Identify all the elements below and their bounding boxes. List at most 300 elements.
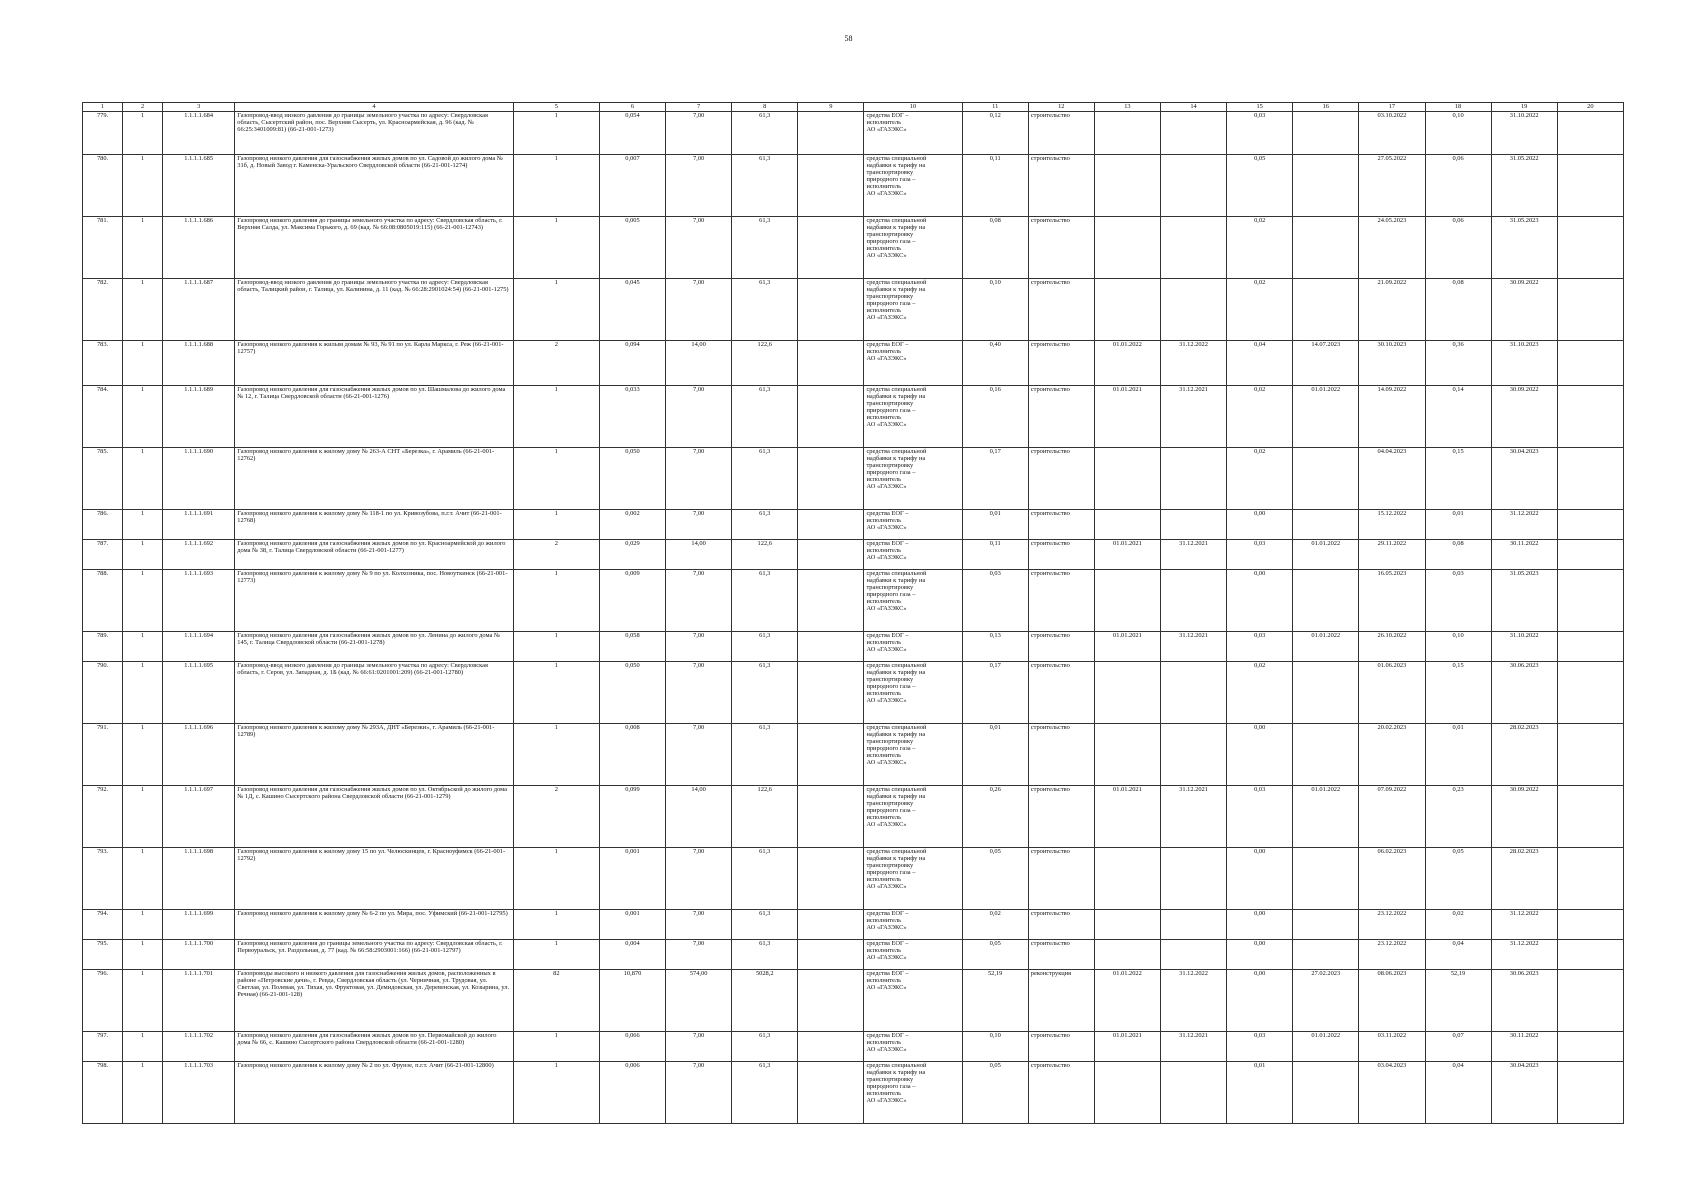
col20-cell: [1557, 540, 1623, 570]
stage-cell: 1: [123, 848, 163, 910]
construction-end-cell: 29.11.2022: [1359, 540, 1425, 570]
col-header: 17: [1359, 103, 1425, 112]
construction-end-cell: 20.02.2023: [1359, 724, 1425, 786]
construction-start-cell: [1293, 155, 1359, 217]
design-cost-cell: 0,02: [1227, 217, 1293, 279]
count-cell: 1: [513, 1032, 599, 1062]
project-code-cell: 1.1.1.1.693: [163, 570, 235, 632]
cost-cell: 0,10: [962, 279, 1028, 341]
funding-source-cell: средства ЕОГ – исполнитель АО «ГАЗЭКС»: [864, 112, 962, 155]
table-row: [83, 217, 1624, 279]
diameter-cell: 7,00: [666, 570, 732, 632]
diameter-cell: 7,00: [666, 940, 732, 970]
construction-start-cell: 01.01.2022: [1293, 1032, 1359, 1062]
col9-cell: [798, 662, 864, 724]
col20-cell: [1557, 1032, 1623, 1062]
capacity-cell: 61,3: [732, 662, 798, 724]
col9-cell: [798, 940, 864, 970]
construction-cost-cell: 0,04: [1425, 940, 1491, 970]
count-cell: 1: [513, 217, 599, 279]
work-type-cell: строительство: [1028, 155, 1094, 217]
design-start-cell: [1094, 724, 1160, 786]
diameter-cell: 7,00: [666, 448, 732, 510]
capacity-cell: 5028,2: [732, 970, 798, 1032]
construction-start-cell: 01.01.2022: [1293, 540, 1359, 570]
stage-cell: 1: [123, 970, 163, 1032]
construction-start-cell: [1293, 112, 1359, 155]
col-header: 10: [864, 103, 962, 112]
project-code-cell: 1.1.1.1.687: [163, 279, 235, 341]
design-cost-cell: 0,03: [1227, 632, 1293, 662]
funding-source-cell: средства специальной надбавки к тарифу на транспортировку природного газа – исполнитель АО «ГАЗЭКС»: [864, 662, 962, 724]
col20-cell: [1557, 910, 1623, 940]
design-cost-cell: 0,04: [1227, 341, 1293, 386]
commissioning-date-cell: 30.11.2022: [1491, 1032, 1557, 1062]
col9-cell: [798, 155, 864, 217]
stage-cell: 1: [123, 1032, 163, 1062]
construction-start-cell: [1293, 910, 1359, 940]
project-code-cell: 1.1.1.1.700: [163, 940, 235, 970]
design-start-cell: [1094, 155, 1160, 217]
construction-start-cell: 14.07.2023: [1293, 341, 1359, 386]
design-end-cell: [1161, 217, 1227, 279]
design-start-cell: [1094, 448, 1160, 510]
cost-cell: 0,05: [962, 848, 1028, 910]
table-row: [83, 910, 1624, 940]
construction-cost-cell: 0,10: [1425, 632, 1491, 662]
construction-end-cell: 30.10.2023: [1359, 341, 1425, 386]
construction-cost-cell: 0,06: [1425, 217, 1491, 279]
table-row: [83, 341, 1624, 386]
length-cell: 0,008: [599, 724, 665, 786]
commissioning-date-cell: 30.06.2023: [1491, 970, 1557, 1032]
commissioning-date-cell: 31.12.2022: [1491, 910, 1557, 940]
work-type-cell: строительство: [1028, 662, 1094, 724]
capacity-cell: 61,3: [732, 940, 798, 970]
project-code-cell: 1.1.1.1.699: [163, 910, 235, 940]
design-cost-cell: 0,02: [1227, 662, 1293, 724]
col-header: 12: [1028, 103, 1094, 112]
col20-cell: [1557, 970, 1623, 1032]
table-row: [83, 1032, 1624, 1062]
commissioning-date-cell: 31.10.2022: [1491, 112, 1557, 155]
stage-cell: 1: [123, 448, 163, 510]
col-header: 2: [123, 103, 163, 112]
capacity-cell: 61,3: [732, 570, 798, 632]
diameter-cell: 7,00: [666, 386, 732, 448]
col9-cell: [798, 848, 864, 910]
diameter-cell: 7,00: [666, 279, 732, 341]
work-type-cell: строительство: [1028, 386, 1094, 448]
row-number-cell: 779.: [83, 112, 123, 155]
work-type-cell: строительство: [1028, 1032, 1094, 1062]
project-description-cell: Газопровод низкого давления к жилым домам № 93, № 91 по ул. Карла Маркса, г. Реж (66-21-001-12757): [235, 341, 514, 386]
commissioning-date-cell: 30.04.2023: [1491, 448, 1557, 510]
construction-cost-cell: 0,01: [1425, 724, 1491, 786]
construction-end-cell: 08.06.2023: [1359, 970, 1425, 1032]
funding-source-cell: средства специальной надбавки к тарифу на транспортировку природного газа – исполнитель АО «ГАЗЭКС»: [864, 386, 962, 448]
capacity-cell: 61,3: [732, 386, 798, 448]
diameter-cell: 7,00: [666, 112, 732, 155]
col-header: 8: [732, 103, 798, 112]
capacity-cell: 61,3: [732, 1032, 798, 1062]
row-number-cell: 786.: [83, 510, 123, 540]
col9-cell: [798, 217, 864, 279]
work-type-cell: строительство: [1028, 279, 1094, 341]
length-cell: 0,029: [599, 540, 665, 570]
funding-source-cell: средства ЕОГ – исполнитель АО «ГАЗЭКС»: [864, 540, 962, 570]
design-start-cell: 01.01.2022: [1094, 341, 1160, 386]
construction-end-cell: 26.10.2022: [1359, 632, 1425, 662]
stage-cell: 1: [123, 662, 163, 724]
stage-cell: 1: [123, 540, 163, 570]
design-start-cell: [1094, 910, 1160, 940]
diameter-cell: 7,00: [666, 217, 732, 279]
col20-cell: [1557, 1062, 1623, 1124]
length-cell: 0,099: [599, 786, 665, 848]
project-description-cell: Газопровод низкого давления до границы земельного участка по адресу: Свердловская область, г. Первоуральск, ул. Раздольная, д. 77 (кад. № 66:58:2903001:166) (66-21-001-12797): [235, 940, 514, 970]
diameter-cell: 14,00: [666, 786, 732, 848]
cost-cell: 0,11: [962, 540, 1028, 570]
project-description-cell: Газопровод низкого давления к жилому дому 15 по ул. Челюскинцев, г. Красноуфимск (66-21-001-12792): [235, 848, 514, 910]
design-end-cell: [1161, 279, 1227, 341]
col-header: 6: [599, 103, 665, 112]
count-cell: 2: [513, 540, 599, 570]
construction-start-cell: [1293, 448, 1359, 510]
construction-cost-cell: 0,04: [1425, 1062, 1491, 1124]
diameter-cell: 7,00: [666, 724, 732, 786]
funding-source-cell: средства ЕОГ – исполнитель АО «ГАЗЭКС»: [864, 341, 962, 386]
project-code-cell: 1.1.1.1.698: [163, 848, 235, 910]
design-start-cell: [1094, 848, 1160, 910]
construction-end-cell: 06.02.2023: [1359, 848, 1425, 910]
commissioning-date-cell: 28.02.2023: [1491, 848, 1557, 910]
col20-cell: [1557, 570, 1623, 632]
stage-cell: 1: [123, 217, 163, 279]
construction-cost-cell: 0,05: [1425, 848, 1491, 910]
col9-cell: [798, 540, 864, 570]
count-cell: 1: [513, 386, 599, 448]
construction-start-cell: [1293, 1062, 1359, 1124]
project-description-cell: Газопровод низкого давления до границы земельного участка по адресу: Свердловская область, г. Верхняя Салда, ул. Максима Горького, д. 69 (кад. № 66:08:0805019:115) (66-21-001-12743): [235, 217, 514, 279]
project-code-cell: 1.1.1.1.701: [163, 970, 235, 1032]
design-end-cell: [1161, 1062, 1227, 1124]
funding-source-cell: средства специальной надбавки к тарифу на транспортировку природного газа – исполнитель АО «ГАЗЭКС»: [864, 448, 962, 510]
design-end-cell: [1161, 510, 1227, 540]
cost-cell: 0,26: [962, 786, 1028, 848]
count-cell: 1: [513, 448, 599, 510]
count-cell: 1: [513, 112, 599, 155]
commissioning-date-cell: 31.12.2022: [1491, 510, 1557, 540]
capacity-cell: 61,3: [732, 448, 798, 510]
col20-cell: [1557, 632, 1623, 662]
length-cell: 0,001: [599, 848, 665, 910]
length-cell: 0,045: [599, 279, 665, 341]
design-cost-cell: 0,00: [1227, 724, 1293, 786]
construction-cost-cell: 0,01: [1425, 510, 1491, 540]
design-end-cell: [1161, 940, 1227, 970]
design-start-cell: [1094, 112, 1160, 155]
design-start-cell: [1094, 1062, 1160, 1124]
cost-cell: 0,16: [962, 386, 1028, 448]
construction-start-cell: [1293, 940, 1359, 970]
design-start-cell: [1094, 940, 1160, 970]
construction-end-cell: 07.09.2022: [1359, 786, 1425, 848]
capacity-cell: 61,3: [732, 217, 798, 279]
cost-cell: 0,01: [962, 510, 1028, 540]
col-header: 19: [1491, 103, 1557, 112]
construction-end-cell: 14.09.2022: [1359, 386, 1425, 448]
construction-end-cell: 27.05.2022: [1359, 155, 1425, 217]
project-description-cell: Газопровод низкого давления для газоснабжения жилых домов по ул. Шашмалова до жилого дома № 12, г. Талица Свердловской области (66-21-001-1276): [235, 386, 514, 448]
table-row: [83, 112, 1624, 155]
design-end-cell: [1161, 570, 1227, 632]
length-cell: 0,006: [599, 1062, 665, 1124]
col9-cell: [798, 510, 864, 540]
col-header: 9: [798, 103, 864, 112]
work-type-cell: строительство: [1028, 848, 1094, 910]
construction-end-cell: 15.12.2022: [1359, 510, 1425, 540]
stage-cell: 1: [123, 632, 163, 662]
design-start-cell: [1094, 279, 1160, 341]
project-code-cell: 1.1.1.1.702: [163, 1032, 235, 1062]
capacity-cell: 61,3: [732, 155, 798, 217]
construction-start-cell: [1293, 724, 1359, 786]
length-cell: 0,050: [599, 448, 665, 510]
design-cost-cell: 0,00: [1227, 570, 1293, 632]
design-end-cell: [1161, 155, 1227, 217]
row-number-cell: 798.: [83, 1062, 123, 1124]
commissioning-date-cell: 30.11.2022: [1491, 540, 1557, 570]
table-row: [83, 279, 1624, 341]
diameter-cell: 14,00: [666, 341, 732, 386]
work-type-cell: строительство: [1028, 217, 1094, 279]
design-end-cell: 31.12.2021: [1161, 386, 1227, 448]
work-type-cell: строительство: [1028, 112, 1094, 155]
table-row: [83, 570, 1624, 632]
col9-cell: [798, 910, 864, 940]
col-header: 11: [962, 103, 1028, 112]
count-cell: 2: [513, 341, 599, 386]
row-number-cell: 787.: [83, 540, 123, 570]
col9-cell: [798, 448, 864, 510]
length-cell: 0,058: [599, 632, 665, 662]
col9-cell: [798, 570, 864, 632]
col20-cell: [1557, 940, 1623, 970]
length-cell: 0,009: [599, 570, 665, 632]
construction-cost-cell: 0,03: [1425, 570, 1491, 632]
col20-cell: [1557, 155, 1623, 217]
col20-cell: [1557, 662, 1623, 724]
col20-cell: [1557, 112, 1623, 155]
construction-start-cell: [1293, 570, 1359, 632]
commissioning-date-cell: 31.12.2022: [1491, 940, 1557, 970]
col9-cell: [798, 970, 864, 1032]
cost-cell: 0,05: [962, 1062, 1028, 1124]
cost-cell: 0,02: [962, 910, 1028, 940]
cost-cell: 0,05: [962, 940, 1028, 970]
project-code-cell: 1.1.1.1.694: [163, 632, 235, 662]
funding-source-cell: средства ЕОГ – исполнитель АО «ГАЗЭКС»: [864, 1032, 962, 1062]
row-number-cell: 784.: [83, 386, 123, 448]
commissioning-date-cell: 30.09.2022: [1491, 279, 1557, 341]
col20-cell: [1557, 448, 1623, 510]
row-number-cell: 789.: [83, 632, 123, 662]
stage-cell: 1: [123, 386, 163, 448]
col-header: 18: [1425, 103, 1491, 112]
col20-cell: [1557, 510, 1623, 540]
work-type-cell: строительство: [1028, 1062, 1094, 1124]
work-type-cell: строительство: [1028, 570, 1094, 632]
work-type-cell: строительство: [1028, 341, 1094, 386]
count-cell: 1: [513, 570, 599, 632]
work-type-cell: строительство: [1028, 540, 1094, 570]
design-cost-cell: 0,00: [1227, 848, 1293, 910]
cost-cell: 0,10: [962, 1032, 1028, 1062]
project-description-cell: Газопровод низкого давления для газоснабжения жилых домов по ул. Ленина до жилого дома № 145, г. Талица Свердловской области (66-21-001-1278): [235, 632, 514, 662]
col9-cell: [798, 279, 864, 341]
project-code-cell: 1.1.1.1.691: [163, 510, 235, 540]
construction-end-cell: 24.05.2023: [1359, 217, 1425, 279]
funding-source-cell: средства ЕОГ – исполнитель АО «ГАЗЭКС»: [864, 910, 962, 940]
col20-cell: [1557, 724, 1623, 786]
col9-cell: [798, 1062, 864, 1124]
design-cost-cell: 0,00: [1227, 910, 1293, 940]
cost-cell: 0,17: [962, 448, 1028, 510]
work-type-cell: строительство: [1028, 940, 1094, 970]
construction-cost-cell: 0,23: [1425, 786, 1491, 848]
table-row: [83, 970, 1624, 1032]
commissioning-date-cell: 30.04.2023: [1491, 1062, 1557, 1124]
construction-cost-cell: 0,15: [1425, 662, 1491, 724]
length-cell: 0,033: [599, 386, 665, 448]
table-row: [83, 848, 1624, 910]
count-cell: 1: [513, 1062, 599, 1124]
capacity-cell: 122,6: [732, 540, 798, 570]
count-cell: 82: [513, 970, 599, 1032]
col-header: 15: [1227, 103, 1293, 112]
diameter-cell: 7,00: [666, 910, 732, 940]
stage-cell: 1: [123, 786, 163, 848]
commissioning-date-cell: 31.05.2023: [1491, 570, 1557, 632]
design-start-cell: [1094, 662, 1160, 724]
capacity-cell: 122,6: [732, 786, 798, 848]
design-end-cell: 31.12.2021: [1161, 540, 1227, 570]
table-row: [83, 1062, 1624, 1124]
row-number-cell: 783.: [83, 341, 123, 386]
funding-source-cell: средства специальной надбавки к тарифу на транспортировку природного газа – исполнитель АО «ГАЗЭКС»: [864, 217, 962, 279]
project-code-cell: 1.1.1.1.686: [163, 217, 235, 279]
length-cell: 0,094: [599, 341, 665, 386]
col20-cell: [1557, 786, 1623, 848]
work-type-cell: строительство: [1028, 910, 1094, 940]
table-row: [83, 632, 1624, 662]
construction-start-cell: [1293, 848, 1359, 910]
project-description-cell: Газопровод-ввод низкого давления до границы земельного участка по адресу: Свердловская область, Талицкий район, г. Талица, ул. Калинина, д. 11 (кад. № 66:28:2901024:54) (66-21-001-1275): [235, 279, 514, 341]
col-header: 20: [1557, 103, 1623, 112]
construction-end-cell: 16.05.2023: [1359, 570, 1425, 632]
stage-cell: 1: [123, 1062, 163, 1124]
capacity-cell: 61,3: [732, 510, 798, 540]
col9-cell: [798, 386, 864, 448]
row-number-cell: 791.: [83, 724, 123, 786]
length-cell: 10,870: [599, 970, 665, 1032]
col-header: 1: [83, 103, 123, 112]
funding-source-cell: средства специальной надбавки к тарифу на транспортировку природного газа – исполнитель АО «ГАЗЭКС»: [864, 1062, 962, 1124]
construction-end-cell: 01.06.2023: [1359, 662, 1425, 724]
length-cell: 0,005: [599, 217, 665, 279]
row-number-cell: 780.: [83, 155, 123, 217]
count-cell: 1: [513, 662, 599, 724]
work-type-cell: строительство: [1028, 448, 1094, 510]
table-row: [83, 448, 1624, 510]
project-description-cell: Газопровод низкого давления для газоснабжения жилых домов по ул. Октябрьской до жилого дома № 1Д, с. Кашино Сысертского района Свердловской области (66-21-001-1279): [235, 786, 514, 848]
row-number-cell: 794.: [83, 910, 123, 940]
col9-cell: [798, 724, 864, 786]
project-code-cell: 1.1.1.1.696: [163, 724, 235, 786]
design-cost-cell: 0,03: [1227, 112, 1293, 155]
design-cost-cell: 0,03: [1227, 786, 1293, 848]
construction-cost-cell: 0,06: [1425, 155, 1491, 217]
design-start-cell: [1094, 217, 1160, 279]
project-description-cell: Газопровод низкого давления к жилому дому № 293А, ДНТ «Березки», г. Арамиль (66-21-001-12789): [235, 724, 514, 786]
design-start-cell: 01.01.2021: [1094, 786, 1160, 848]
investment-program-table: [82, 102, 1624, 1124]
stage-cell: 1: [123, 510, 163, 540]
construction-start-cell: 01.01.2022: [1293, 386, 1359, 448]
construction-cost-cell: 0,08: [1425, 540, 1491, 570]
count-cell: 2: [513, 786, 599, 848]
length-cell: 0,001: [599, 910, 665, 940]
col20-cell: [1557, 217, 1623, 279]
stage-cell: 1: [123, 279, 163, 341]
project-code-cell: 1.1.1.1.692: [163, 540, 235, 570]
construction-cost-cell: 0,14: [1425, 386, 1491, 448]
construction-start-cell: 27.02.2023: [1293, 970, 1359, 1032]
diameter-cell: 7,00: [666, 510, 732, 540]
table-row: [83, 386, 1624, 448]
construction-cost-cell: 0,07: [1425, 1032, 1491, 1062]
design-end-cell: 31.12.2021: [1161, 786, 1227, 848]
col-header: 3: [163, 103, 235, 112]
construction-end-cell: 03.11.2022: [1359, 1032, 1425, 1062]
project-code-cell: 1.1.1.1.685: [163, 155, 235, 217]
project-code-cell: 1.1.1.1.690: [163, 448, 235, 510]
col9-cell: [798, 112, 864, 155]
row-number-cell: 785.: [83, 448, 123, 510]
design-end-cell: [1161, 910, 1227, 940]
funding-source-cell: средства ЕОГ – исполнитель АО «ГАЗЭКС»: [864, 940, 962, 970]
project-code-cell: 1.1.1.1.684: [163, 112, 235, 155]
row-number-cell: 790.: [83, 662, 123, 724]
design-end-cell: [1161, 112, 1227, 155]
construction-cost-cell: 0,08: [1425, 279, 1491, 341]
construction-end-cell: 21.09.2022: [1359, 279, 1425, 341]
design-start-cell: 01.01.2021: [1094, 540, 1160, 570]
row-number-cell: 788.: [83, 570, 123, 632]
cost-cell: 52,19: [962, 970, 1028, 1032]
construction-end-cell: 03.04.2023: [1359, 1062, 1425, 1124]
col20-cell: [1557, 848, 1623, 910]
design-cost-cell: 0,00: [1227, 970, 1293, 1032]
capacity-cell: 61,3: [732, 1062, 798, 1124]
funding-source-cell: средства специальной надбавки к тарифу на транспортировку природного газа – исполнитель АО «ГАЗЭКС»: [864, 570, 962, 632]
construction-start-cell: 01.01.2022: [1293, 632, 1359, 662]
count-cell: 1: [513, 155, 599, 217]
stage-cell: 1: [123, 940, 163, 970]
table-row: [83, 940, 1624, 970]
count-cell: 1: [513, 724, 599, 786]
